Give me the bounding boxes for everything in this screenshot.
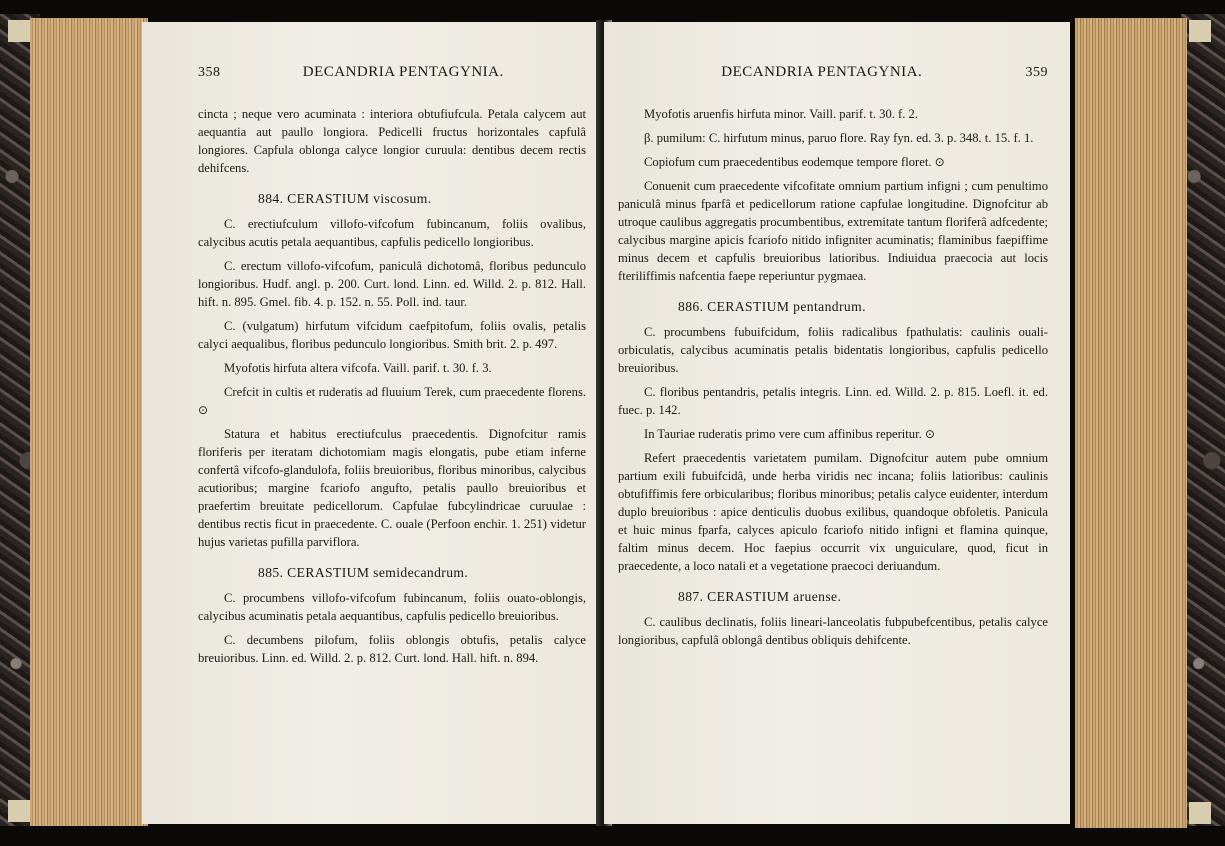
habitat-text: Copiofum cum praecedentibus eodemque tempore floret. bbox=[644, 155, 932, 169]
species-diagnosis: C. procumbens fubuifcidum, foliis radicalibus fpathulatis: caulinis ouali-orbiculatis, calycibus acuminatis petalis bidentatis longioribus, capfulis pedicello breuioribus. bbox=[618, 325, 1048, 375]
page-number: 359 bbox=[1025, 65, 1048, 80]
species-synonym: Myofotis hirfuta altera vifcofa. Vaill. parif. t. 30. f. 3. bbox=[224, 361, 492, 375]
species-diagnosis: C. procumbens villofo-vifcofum fubincanum, foliis ouato-oblongis, calycibus acuminatis petala aequantibus, capfulis pedicello breuioribus. bbox=[198, 591, 586, 623]
running-head bbox=[198, 64, 586, 81]
page-edges-left bbox=[30, 18, 148, 826]
species-synonym: C. erectum villofo-vifcofum, paniculâ dichotomâ, floribus pedunculo longioribus. Hudf. angl. p. 200. Curt. lond. Linn. ed. Willd. 2. p. 812. Hall. hift. n. 895. Gmel. fib. 4. p. 152. n. 55. Poll. ind. taur. bbox=[198, 259, 586, 309]
cover-corner bbox=[8, 800, 30, 822]
left-page bbox=[142, 22, 600, 824]
continued-text: cincta ; neque vero acuminata : interiora obtufiufcula. Petala calycem aut aequantia aut paullo longiora. Pedicelli fructus horizontales capfulâ longiores. Capfula oblonga calyce longior curuula: dentibus decem rectis dehifcens. bbox=[198, 107, 586, 175]
species-synonym: Myofotis aruenfis hirfuta minor. Vaill. parif. t. 30. f. 2. bbox=[644, 107, 918, 121]
species-synonym: C. decumbens pilofum, foliis oblongis obtufis, petalis calyce breuioribus. Linn. ed. Willd. 2. p. 812. Curt. lond. Hall. hift. n. 894. bbox=[198, 633, 586, 665]
species-diagnosis: C. erectiufculum villofo-vifcofum fubincanum, foliis ovalibus, calycibus acutis petala aequantibus, capfulis pedicello longioribus. bbox=[198, 217, 586, 249]
page-number: 358 bbox=[198, 65, 221, 80]
species-heading: 884. CERASTIUM viscosum. bbox=[258, 191, 432, 206]
habitat-text: In Tauriae ruderatis primo vere cum affinibus reperitur. bbox=[644, 427, 922, 441]
species-description: Statura et habitus erectiufculus praecedentis. Dignofcitur ramis floriferis per iteratam dichotomiam magis elongatis, pube etiam inferne confertâ vifcofo-glandulofa, foliis breuioribus, floribus minoribus, calycibus acutioribus; margine fcariofo angufto, petalis paullo breuioribus et praefertim breuitate pedicellorum. Capfulae fubcylindricae curuulae : dentibus rectis ficut in praecedente. C. ouale (Perfoon enchir. 1. 251) videtur hujus varietas pufilla parviflora. bbox=[198, 427, 586, 549]
species-synonym: C. (vulgatum) hirfutum vifcidum caefpitofum, foliis ovalis, petalis calyci aequalibus, floribus pedunculo longioribus. Smith brit. 2. p. 497. bbox=[198, 319, 586, 351]
species-habitat bbox=[618, 425, 1048, 443]
species-description: Conuenit cum praecedente vifcofitate omnium partium infigni ; cum penultimo paniculâ minus fparfâ et pedicellorum ratione capfulae longitudine. Dignofcitur ab utroque caulibus aggregatis procumbentibus, extremitate tantum floriferâ adfcedente; calycibus margine apicis fcariofo nitido infigniter acuminatis; flaminibus faepiffime minus decem et capfulis breuioribus latioribus. Indiuidua praecocia aut locis fteriliffimis nafcentia faepe reperiuntur pygmaea. bbox=[618, 179, 1048, 283]
species-habitat bbox=[618, 153, 1048, 171]
running-head bbox=[618, 64, 1048, 81]
species-heading: 885. CERASTIUM semidecandrum. bbox=[258, 565, 469, 580]
running-title: DECANDRIA PENTAGYNIA. bbox=[721, 64, 923, 80]
species-diagnosis: C. caulibus declinatis, foliis lineari-lanceolatis fubpubefcentibus, petalis calyce longioribus, capfulâ oblongâ dentibus obliquis dehifcente. bbox=[618, 615, 1048, 647]
annual-symbol-icon: ⊙ bbox=[924, 427, 935, 441]
annual-symbol-icon: ⊙ bbox=[934, 155, 945, 169]
species-heading: 886. CERASTIUM pentandrum. bbox=[678, 299, 866, 314]
habitat-text: Crefcit in cultis et ruderatis ad fluuium Terek, cum praecedente florens. bbox=[224, 385, 586, 399]
cover-corner bbox=[1189, 20, 1211, 42]
book-cover-right bbox=[1181, 14, 1225, 826]
cover-corner bbox=[1189, 802, 1211, 824]
annual-symbol-icon: ⊙ bbox=[198, 403, 209, 417]
species-description: Refert praecedentis varietatem pumilam. Dignofcitur autem pube omnium partium exili fubuifcidâ, unde herba viridis nec incana; foliis latioribus: caulinis obtufiffimis fere orbicularibus; floribus minoribus; petalis calyce euidenter, interdum duplo breuioribus : apice denticulis duobus exilibus, quandoque obfoletis. Panicula et huic minus fparfa, calyces apiculo fcariofo nitido infigni et flamina quinque, faltim minus decem. Hoc faepius occurrit vix unguiculare, quod, ficut in praecedente, a loco natali et a vegetatione praecoci deriuandum. bbox=[618, 451, 1048, 573]
species-habitat bbox=[198, 383, 586, 419]
species-variety: β. pumilum: C. hirfutum minus, paruo flore. Ray fyn. ed. 3. p. 348. t. 15. f. 1. bbox=[644, 131, 1034, 145]
species-heading: 887. CERASTIUM aruense. bbox=[678, 589, 842, 604]
page-edges-right bbox=[1075, 18, 1187, 828]
species-synonym: C. floribus pentandris, petalis integris. Linn. ed. Willd. 2. p. 815. Loefl. it. ed. fuec. p. 142. bbox=[618, 385, 1048, 417]
running-title: DECANDRIA PENTAGYNIA. bbox=[302, 64, 504, 80]
cover-corner bbox=[8, 20, 30, 42]
right-page bbox=[604, 22, 1070, 824]
